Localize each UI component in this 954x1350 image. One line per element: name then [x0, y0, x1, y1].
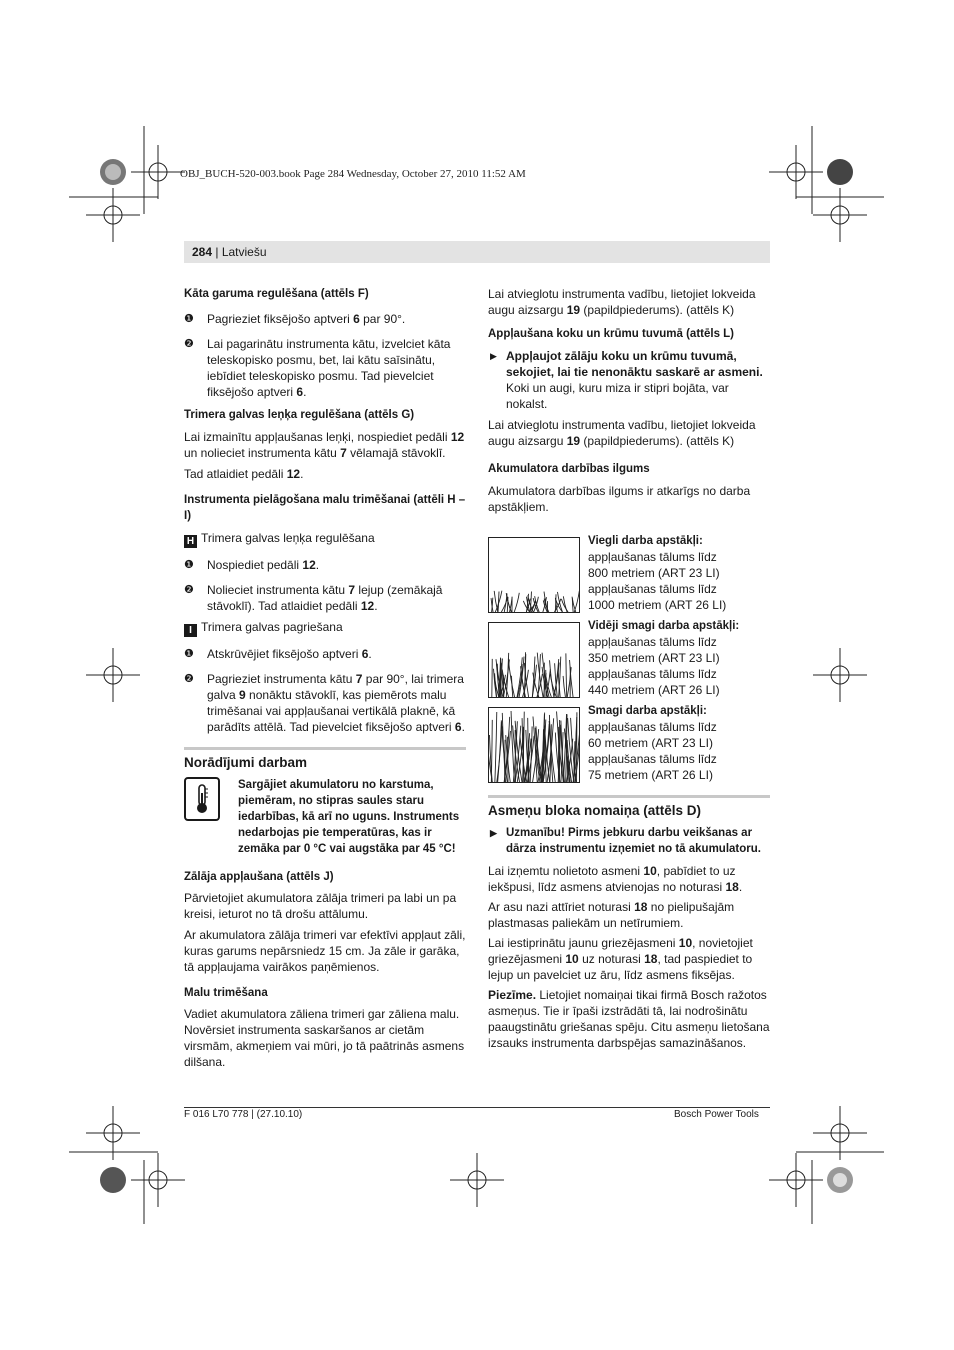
grass-blade [514, 593, 519, 612]
heavy-conditions-image [488, 707, 580, 783]
grass-blade [574, 591, 579, 612]
lawn-mowing-p2: Ar akumulatora zālāja trimeri var efektīvi appļaut zāli, kuras garums nepārsniedz 15 cm. Ja zāle ir garāka, tā appļaujama vairākos paņēmienos. [184, 928, 466, 974]
grass-guard-paragraph: Lai atvieglotu instrumenta vadību, lietojiet lokveida augu aizsargu 19 (papildpiederums). (attēls K) [488, 287, 756, 317]
condition-title: Viegli darba apstākļi: [588, 535, 703, 547]
grass-blade [494, 591, 498, 612]
grass-blade [511, 711, 514, 782]
page-number: 284 [192, 245, 213, 259]
figure-i-label-row [184, 619, 466, 637]
thermometer-icon [184, 777, 220, 821]
clean-holder-paragraph: Ar asu nazi attīriet noturasi 18 no pielipušajām plastmasas paliekām un netīrumiem. [488, 900, 735, 930]
footer-rule [184, 1107, 770, 1108]
heading-battery-runtime: Akumulatora darbības ilgums [488, 463, 650, 475]
footer-doc-number: F 016 L70 778 | (27.10.10) [184, 1109, 303, 1120]
shaft-step-2 [184, 336, 466, 400]
step-text: . [303, 385, 307, 399]
step-text: Pagrieziet fiksējošo aptveri [207, 312, 354, 326]
i-step-1: ❶ Atskrūvējiet fiksējošo aptveri 6. [184, 647, 372, 661]
h-step-2: ❷ Nolieciet instrumenta kātu 7 lejup (zemākajā stāvoklī). Tad atlaidiet pedāli 12. [184, 583, 443, 613]
i-step-2: ❷ Pagrieziet instrumenta kātu 7 par 90°, lai trimera galva 9 nonāktu stāvoklī, kas piemērots malu trimēšanai vai appļaušanai vertikālā plaknē, kā parādīts attēlā. Tad pievelciet fiksējošo aptveri 6. [184, 672, 465, 734]
figure-h-label-row [184, 530, 466, 548]
header-language: Latviešu [221, 245, 267, 259]
section-title-blade-replacement: Asmeņu bloka nomaiņa (attēls D) [488, 803, 702, 818]
light-conditions-image [488, 537, 580, 613]
page-header [192, 243, 267, 261]
condition-title: Smagi darba apstākļi: [588, 705, 707, 717]
release-pedal-paragraph: Tad atlaidiet pedāli 12. [184, 467, 304, 481]
heading-head-angle: Trimera galvas leņķa regulēšana (attēls G) [184, 409, 415, 421]
warning-block [184, 777, 466, 861]
trees-warning-bullet: ▶ Appļaujot zālāju koku un krūmu tuvumā, sekojiet, lai tie nenonāktu saskarē ar asmeni. Koki un augi, kuru miza ir stipri bojāta, var nokalst. [490, 349, 763, 411]
print-info-line: OBJ_BUCH-520-003.book Page 284 Wednesday, October 27, 2010 11:52 AM [180, 168, 526, 180]
step-text: par 90°. [359, 312, 406, 326]
light-conditions-text: Viegli darba apstākļi: appļaušanas tālums līdz 800 metriem (ART 23 LI) appļaušanas tālums līdz 1000 metriem (ART 26 LI) [588, 533, 778, 613]
remove-blade-paragraph: Lai izņemtu nolietoto asmeni 10, pabīdiet to uz iekšpusi, līdz asmens atvienojas no noturasi 18. [488, 864, 743, 894]
header-band [184, 241, 770, 263]
note-paragraph: Piezīme. Lietojiet nomaiņai tikai firmā Bosch ražotos asmeņus. Tie ir īpaši izstrādāti tā, lai nodrošinātu paaugstinātu griešanas spēju. Citu asmeņu lietošana izsauks instrumenta darbspējas samazināšanos. [488, 988, 770, 1050]
figure-i-caption: Trimera galvas pagriešana [201, 620, 343, 634]
figure-h-badge: H [184, 535, 197, 548]
section-title-work-instructions: Norādījumi darbam [184, 755, 308, 770]
footer-brand: Bosch Power Tools [674, 1109, 759, 1120]
section-rule [184, 747, 466, 750]
bullet-arrow-icon: ▶ [490, 351, 497, 361]
ref-number: 6 [296, 385, 304, 399]
step-number: ❶ [184, 313, 194, 325]
header-separator: | [212, 245, 222, 259]
head-angle-paragraph: Lai izmainītu appļaušanas leņķi, nospiediet pedāli 12 un nolieciet instrumenta kātu 7 vēlamajā stāvoklī. [184, 430, 465, 460]
heading-trees-shrubs: Appļaušana koku un krūmu tuvumā (attēls L) [488, 328, 735, 340]
h-step-1: ❶ Nospiediet pedāli 12. [184, 558, 320, 572]
grass-blade [563, 676, 565, 697]
section-rule [488, 795, 770, 798]
blade-replacement-section [488, 795, 770, 1051]
grass-blade [566, 653, 567, 697]
heading-lawn-mowing: Zālāja appļaušana (attēls J) [184, 871, 334, 883]
step-text: Lai pagarinātu instrumenta kātu, izvelciet kāta teleskopisko posmu, bet, lai kātu saīsinātu, iebīdiet teleskopisko posmu. Tad pievelciet fiksējošo aptveri [207, 337, 451, 399]
battery-heat-warning: Sargājiet akumulatoru no karstuma, piemēram, no stipras saules staru iedarbības, kā arī no uguns. Instruments nedarbojas pie temperatūras, kas ir zemāka par 0 °C vai augstāka par 45 °C! [238, 779, 460, 855]
grass-blade [498, 602, 499, 612]
remove-battery-warning: ▶ Uzmanību! Pirms jebkuru darbu veikšanas ar dārza instrumentu izņemiet no tā akumulatoru. [490, 827, 761, 855]
condition-title: Vidēji smagi darba apstākļi: [588, 620, 740, 632]
medium-conditions-image [488, 622, 580, 698]
heavy-conditions-text: Smagi darba apstākļi: appļaušanas tālums līdz 60 metriem (ART 23 LI) appļaušanas tālums līdz 75 metriem (ART 26 LI) [588, 703, 778, 783]
shaft-step-1 [184, 311, 466, 327]
grass-blade [506, 653, 508, 697]
ref-number: 6 [353, 312, 360, 326]
left-column [184, 286, 466, 1070]
insert-blade-paragraph: Lai iestiprinātu jaunu griezējasmeni 10, novietojiet griezējasmeni 10 uz noturasi 18, tad paspiediet to lejup un pavelciet uz āru, līdz asmens fiksējas. [488, 936, 753, 982]
lawn-mowing-p1: Pārvietojiet akumulatora zālāja trimeri pa labi un pa kreisi, ieturot no tā drošu attālumu. [184, 891, 457, 921]
heading-edge-trimming: Malu trimēšana [184, 987, 268, 999]
bullet-arrow-icon: ▶ [490, 828, 497, 838]
heading-shaft-length: Kāta garuma regulēšana (attēls F) [184, 288, 369, 300]
step-number: ❷ [184, 338, 194, 350]
battery-runtime-paragraph: Akumulatora darbības ilgums ir atkarīgs no darba apstākļiem. [488, 484, 751, 514]
right-column [488, 286, 770, 515]
heading-edge-trimming-setup: Instrumenta pielāgošana malu trimēšanai (attēli H – I) [184, 494, 466, 522]
grass-blade [504, 594, 507, 612]
grass-blade [498, 722, 502, 782]
medium-conditions-text: Vidēji smagi darba apstākļi: appļaušanas tālums līdz 350 metriem (ART 23 LI) appļaušanas tālums līdz 440 metriem (ART 26 LI) [588, 618, 778, 698]
figure-h-caption: Trimera galvas leņķa regulēšana [201, 531, 375, 545]
grass-guard-paragraph-2: Lai atvieglotu instrumenta vadību, lietojiet lokveida augu aizsargu 19 (papildpiederums). (attēls K) [488, 418, 756, 448]
grass-blade [495, 712, 497, 782]
figure-i-badge: I [184, 624, 197, 637]
edge-trimming-p1: Vadiet akumulatora zāliena trimeri gar zāliena malu. Novērsiet instrumenta saskaršanos ar cietām virsmām, akmeņiem vai mūri, jo tā paātrinās asmens dilšana. [184, 1007, 465, 1069]
grass-blade [550, 660, 554, 697]
